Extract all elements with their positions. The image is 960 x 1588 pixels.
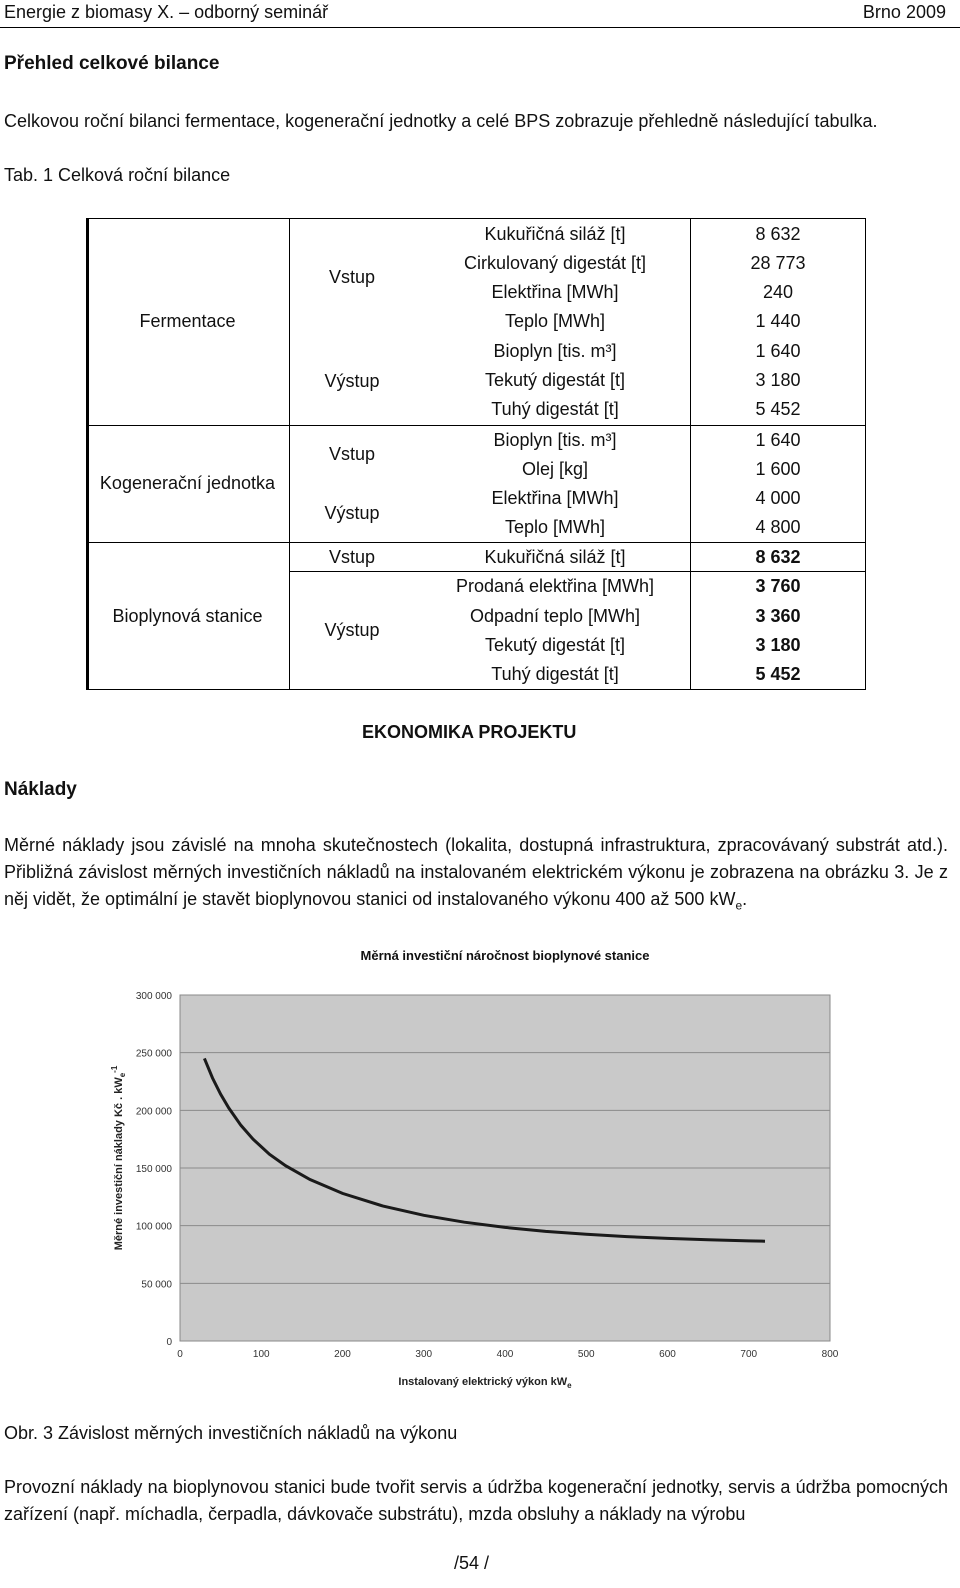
figure-caption: Obr. 3 Závislost měrných investičních nákladů na výkonu bbox=[4, 1423, 458, 1443]
x-tick-label: 600 bbox=[659, 1349, 676, 1360]
y-tick-label: 250 000 bbox=[135, 1048, 172, 1060]
y-tick-label: 150 000 bbox=[135, 1164, 172, 1175]
table-value: 5 452 bbox=[755, 399, 801, 419]
table-divider bbox=[289, 571, 866, 572]
y-tick-label: 200 000 bbox=[135, 1106, 172, 1118]
header-divider bbox=[0, 27, 960, 28]
table-value: 3 180 bbox=[755, 370, 801, 390]
y-tick-label: 300 000 bbox=[135, 991, 172, 1002]
direction-label: Vstup bbox=[328, 444, 376, 464]
header-location: Brno 2009 bbox=[862, 2, 946, 22]
table-item: Elektřina [MWh] bbox=[491, 488, 619, 508]
table-item: Tuhý digestát [t] bbox=[491, 664, 619, 684]
table-value: 28 773 bbox=[750, 253, 806, 273]
table-item: Cirkulovaný digestát [t] bbox=[463, 253, 647, 273]
table-item: Kukuřičná siláž [t] bbox=[484, 224, 626, 244]
intro-paragraph: Celkovou roční bilanci fermentace, kogenerační jednotky a celé BPS zobrazuje přehledně následující tabulka. bbox=[4, 111, 878, 131]
x-axis-label: Instalovaný elektrický výkon $kW_e$ bbox=[398, 1376, 572, 1390]
table-value: 4 000 bbox=[755, 488, 801, 508]
y-tick-label: 50 000 bbox=[141, 1279, 172, 1291]
table-value: 1 600 bbox=[755, 459, 801, 479]
operating-paragraph: Provozní náklady na bioplynovou stanici bude tvořit servis a údržba kogenerační jednotky, servis a údržba pomocných zařízení (např. míchadla, čerpadla, dávkovače substrátu), mzda obsluhy a náklady na výrobu bbox=[4, 1477, 948, 1524]
table-item: Olej [kg] bbox=[521, 459, 589, 479]
table-value: 5 452 bbox=[755, 664, 801, 684]
table-value: 1 440 bbox=[755, 311, 801, 331]
costs-paragraph bbox=[4, 832, 948, 920]
page-number: /54 / bbox=[454, 1553, 490, 1573]
costs-text: Měrné náklady jsou závislé na mnoha skutečnostech (lokalita, dostupná infrastruktura, zpracovávaný substrát atd.). Přibližná závislost měrných investičních nákladů na instalovaném elektrickém výkonu je zobrazena na obrázku 3. Je z něj vidět, že optimální je stavět bioplynovou stanici od instalovaného výkonu 400 až 500 kW bbox=[4, 835, 948, 909]
table-item: Odpadní teplo [MWh] bbox=[469, 606, 641, 626]
table-value: 3 760 bbox=[755, 576, 801, 596]
y-tick-label: 100 000 bbox=[135, 1221, 172, 1233]
table-value: 8 632 bbox=[755, 547, 801, 567]
costs-title: Náklady bbox=[4, 779, 77, 800]
table-value: 8 632 bbox=[755, 224, 801, 244]
direction-label: Výstup bbox=[324, 371, 380, 391]
x-tick-label: 500 bbox=[577, 1349, 595, 1360]
group-fermentace: Fermentace bbox=[139, 311, 236, 331]
table-caption: Tab. 1 Celková roční bilance bbox=[4, 165, 231, 185]
table-item: Teplo [MWh] bbox=[504, 517, 606, 537]
table-item: Bioplyn [tis. m³] bbox=[493, 430, 617, 450]
table-divider bbox=[289, 218, 290, 690]
direction-label: Vstup bbox=[328, 547, 376, 567]
direction-label: Výstup bbox=[324, 503, 380, 523]
y-axis-label: Měrné investiční náklady Kč . $kW_e^{-1}$ bbox=[110, 1065, 127, 1251]
x-tick-label: 800 bbox=[821, 1349, 839, 1360]
chart-title: Měrná investiční náročnost bioplynové stanice bbox=[360, 948, 650, 963]
x-tick-label: 700 bbox=[740, 1349, 758, 1360]
group-kogenerace: Kogenerační jednotka bbox=[99, 473, 276, 493]
table-value: 240 bbox=[762, 282, 794, 302]
table-item: Tekutý digestát [t] bbox=[484, 635, 626, 655]
table-value: 3 180 bbox=[755, 635, 801, 655]
table-item: Elektřina [MWh] bbox=[491, 282, 619, 302]
y-tick-label: 0 bbox=[166, 1337, 172, 1348]
section-title: Přehled celkové bilance bbox=[4, 53, 220, 74]
table-item: Tekutý digestát [t] bbox=[484, 370, 626, 390]
costs-text-end: . bbox=[742, 889, 748, 909]
table-divider bbox=[86, 542, 866, 543]
direction-label: Výstup bbox=[324, 620, 380, 640]
group-bps: Bioplynová stanice bbox=[112, 606, 263, 626]
x-tick-label: 0 bbox=[177, 1349, 183, 1360]
x-tick-label: 400 bbox=[496, 1349, 514, 1360]
table-item: Bioplyn [tis. m³] bbox=[493, 341, 617, 361]
costs-subscript: e bbox=[735, 898, 743, 913]
table-value: 4 800 bbox=[755, 517, 801, 537]
table-value: 3 360 bbox=[755, 606, 801, 626]
chart bbox=[100, 965, 860, 1395]
table-item: Kukuřičná siláž [t] bbox=[484, 547, 626, 567]
header-title: Energie z biomasy X. – odborný seminář bbox=[4, 2, 329, 22]
direction-label: Vstup bbox=[328, 267, 376, 287]
table-value: 1 640 bbox=[755, 430, 801, 450]
x-tick-label: 100 bbox=[252, 1349, 270, 1360]
table-value: 1 640 bbox=[755, 341, 801, 361]
table-item: Prodaná elektřina [MWh] bbox=[455, 576, 655, 596]
table-divider bbox=[86, 425, 866, 426]
x-tick-label: 300 bbox=[415, 1349, 433, 1360]
table-item: Tuhý digestát [t] bbox=[491, 399, 619, 419]
x-tick-label: 200 bbox=[334, 1349, 351, 1360]
econ-title: EKONOMIKA PROJEKTU bbox=[362, 722, 577, 742]
table-item: Teplo [MWh] bbox=[504, 311, 606, 331]
